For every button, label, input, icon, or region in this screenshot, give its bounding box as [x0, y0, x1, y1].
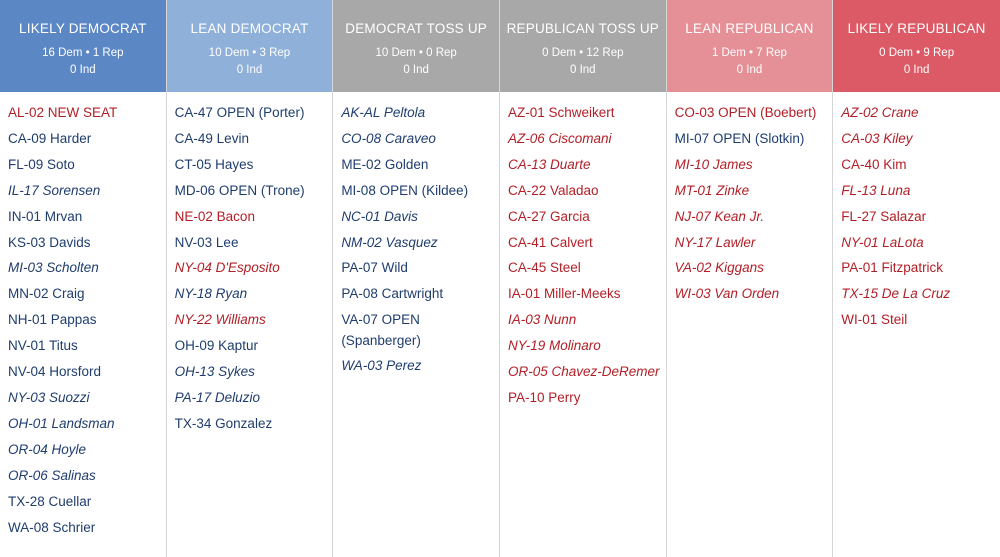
column-independent-count: 0 Ind [903, 64, 930, 76]
race-item[interactable]: OR-05 Chavez-DeRemer [507, 364, 660, 380]
race-item[interactable]: MI-10 James [674, 156, 753, 172]
race-list [333, 92, 499, 379]
race-item[interactable]: OR-06 Salinas [8, 467, 96, 483]
column-header [0, 0, 166, 92]
column-democrat-toss-up [333, 0, 500, 557]
race-item[interactable]: MI-07 OPEN (Slotkin) [674, 130, 805, 146]
race-item[interactable]: AK-AL Peltola [341, 105, 426, 120]
column-party-counts: 10 Dem • 0 Rep [375, 47, 457, 59]
race-list [167, 92, 333, 437]
race-item[interactable]: NY-22 Williams [174, 312, 266, 328]
column-independent-count: 0 Ind [236, 64, 263, 76]
race-item[interactable]: OH-01 Landsman [8, 415, 115, 431]
race-item[interactable]: TX-15 De La Cruz [841, 286, 951, 302]
race-item[interactable]: CA-09 Harder [8, 130, 92, 146]
race-item[interactable]: FL-13 Luna [841, 182, 911, 198]
column-independent-count: 0 Ind [570, 64, 596, 76]
race-item[interactable]: OR-04 Hoyle [8, 441, 87, 457]
column-lean-republican [667, 0, 834, 557]
race-item[interactable]: PA-08 Cartwright [341, 286, 444, 302]
column-republican-toss-up [500, 0, 667, 557]
column-header [333, 0, 499, 92]
race-item[interactable]: NV-03 Lee [174, 234, 239, 250]
column-title: REPUBLICAN TOSS UP [506, 21, 659, 36]
column-likely-democrat [0, 0, 167, 557]
race-item[interactable]: CA-13 Duarte [507, 156, 591, 172]
race-item[interactable]: NY-18 Ryan [174, 286, 248, 302]
race-item[interactable]: KS-03 Davids [8, 234, 91, 250]
race-item[interactable]: NE-02 Bacon [174, 208, 255, 224]
race-item[interactable]: PA-07 Wild [341, 260, 408, 276]
race-list [0, 92, 166, 540]
race-item[interactable]: NY-17 Lawler [674, 234, 756, 250]
race-item[interactable]: MD-06 OPEN (Trone) [174, 182, 305, 198]
race-item[interactable]: ME-02 Golden [341, 156, 429, 172]
column-independent-count: 0 Ind [70, 64, 96, 76]
race-item[interactable]: MN-02 Craig [8, 286, 85, 302]
race-item[interactable]: NM-02 Vasquez [341, 234, 438, 250]
column-party-counts: 10 Dem • 3 Rep [208, 47, 291, 59]
column-title: LEAN DEMOCRAT [190, 21, 309, 36]
race-item[interactable]: WA-03 Perez [341, 358, 422, 374]
race-item[interactable]: NY-04 D'Esposito [174, 260, 280, 276]
race-item[interactable]: IL-17 Sorensen [8, 182, 101, 198]
race-item[interactable]: FL-27 Salazar [841, 208, 927, 224]
race-item[interactable]: PA-10 Perry [507, 389, 581, 405]
race-item[interactable]: NY-01 LaLota [841, 234, 924, 250]
race-item[interactable]: WA-08 Schrier [8, 519, 96, 535]
column-party-counts: 0 Dem • 12 Rep [542, 47, 624, 59]
column-party-counts: 0 Dem • 9 Rep [879, 47, 955, 59]
column-party-counts: 1 Dem • 7 Rep [711, 47, 787, 59]
race-item[interactable]: WI-03 Van Orden [674, 286, 780, 302]
race-item[interactable]: NV-01 Titus [8, 338, 78, 354]
race-item[interactable]: OH-13 Sykes [174, 364, 255, 380]
column-title: DEMOCRAT TOSS UP [345, 21, 487, 36]
race-item[interactable]: CA-22 Valadao [507, 182, 599, 198]
race-item[interactable]: NC-01 Davis [341, 208, 418, 224]
race-item[interactable]: NY-03 Suozzi [8, 389, 90, 405]
column-likely-republican [833, 0, 1000, 557]
race-item[interactable]: OH-09 Kaptur [174, 338, 258, 354]
column-header [667, 0, 833, 92]
race-item[interactable]: NJ-07 Kean Jr. [674, 208, 765, 224]
race-item[interactable]: PA-01 Fitzpatrick [841, 260, 944, 276]
race-item[interactable]: TX-28 Cuellar [8, 493, 92, 509]
race-item[interactable]: VA-02 Kiggans [674, 260, 764, 276]
race-item[interactable]: IA-03 Nunn [507, 312, 577, 328]
race-item[interactable]: VA-07 OPEN (Spanberger) [341, 312, 421, 349]
race-item[interactable]: AL-02 NEW SEAT [8, 105, 118, 120]
column-title: LIKELY DEMOCRAT [19, 21, 147, 36]
race-list [500, 92, 666, 411]
race-item[interactable]: CT-05 Hayes [174, 156, 254, 172]
column-header [500, 0, 666, 92]
race-item[interactable]: AZ-01 Schweikert [507, 105, 615, 120]
column-party-counts: 16 Dem • 1 Rep [42, 47, 124, 59]
race-item[interactable]: TX-34 Gonzalez [174, 415, 273, 431]
race-item[interactable]: FL-09 Soto [8, 156, 75, 172]
race-item[interactable]: NV-04 Horsford [8, 364, 102, 380]
race-item[interactable]: NH-01 Pappas [8, 312, 97, 328]
race-item[interactable]: MI-08 OPEN (Kildee) [341, 182, 469, 198]
column-lean-democrat [167, 0, 334, 557]
race-item[interactable]: PA-17 Deluzio [174, 389, 260, 405]
race-item[interactable]: CA-27 Garcia [507, 208, 590, 224]
race-item[interactable]: CA-49 Levin [174, 130, 249, 146]
race-item[interactable]: IN-01 Mrvan [8, 208, 83, 224]
race-item[interactable]: MI-03 Scholten [8, 260, 99, 276]
race-item[interactable]: CO-08 Caraveo [341, 130, 436, 146]
race-item[interactable]: CA-45 Steel [507, 260, 581, 276]
race-list [833, 92, 1000, 333]
race-list [667, 92, 833, 307]
column-header [167, 0, 333, 92]
column-title: LEAN REPUBLICAN [685, 21, 814, 36]
column-title: LIKELY REPUBLICAN [847, 21, 986, 36]
race-item[interactable]: AZ-06 Ciscomani [507, 130, 612, 146]
race-item[interactable]: WI-01 Steil [841, 312, 908, 328]
column-header [833, 0, 1000, 92]
race-item[interactable]: NY-19 Molinaro [507, 338, 601, 354]
race-item[interactable]: MT-01 Zinke [674, 182, 750, 198]
race-item[interactable]: CA-41 Calvert [507, 234, 593, 250]
column-independent-count: 0 Ind [403, 64, 429, 76]
column-independent-count: 0 Ind [736, 64, 763, 76]
race-item[interactable]: AZ-02 Crane [841, 105, 919, 120]
race-item[interactable]: CA-40 Kim [841, 156, 907, 172]
race-item[interactable]: CO-03 OPEN (Boebert) [674, 105, 817, 120]
race-item[interactable]: CA-47 OPEN (Porter) [174, 105, 305, 120]
race-item[interactable]: IA-01 Miller-Meeks [507, 286, 621, 302]
race-item[interactable]: CA-03 Kiley [841, 130, 913, 146]
